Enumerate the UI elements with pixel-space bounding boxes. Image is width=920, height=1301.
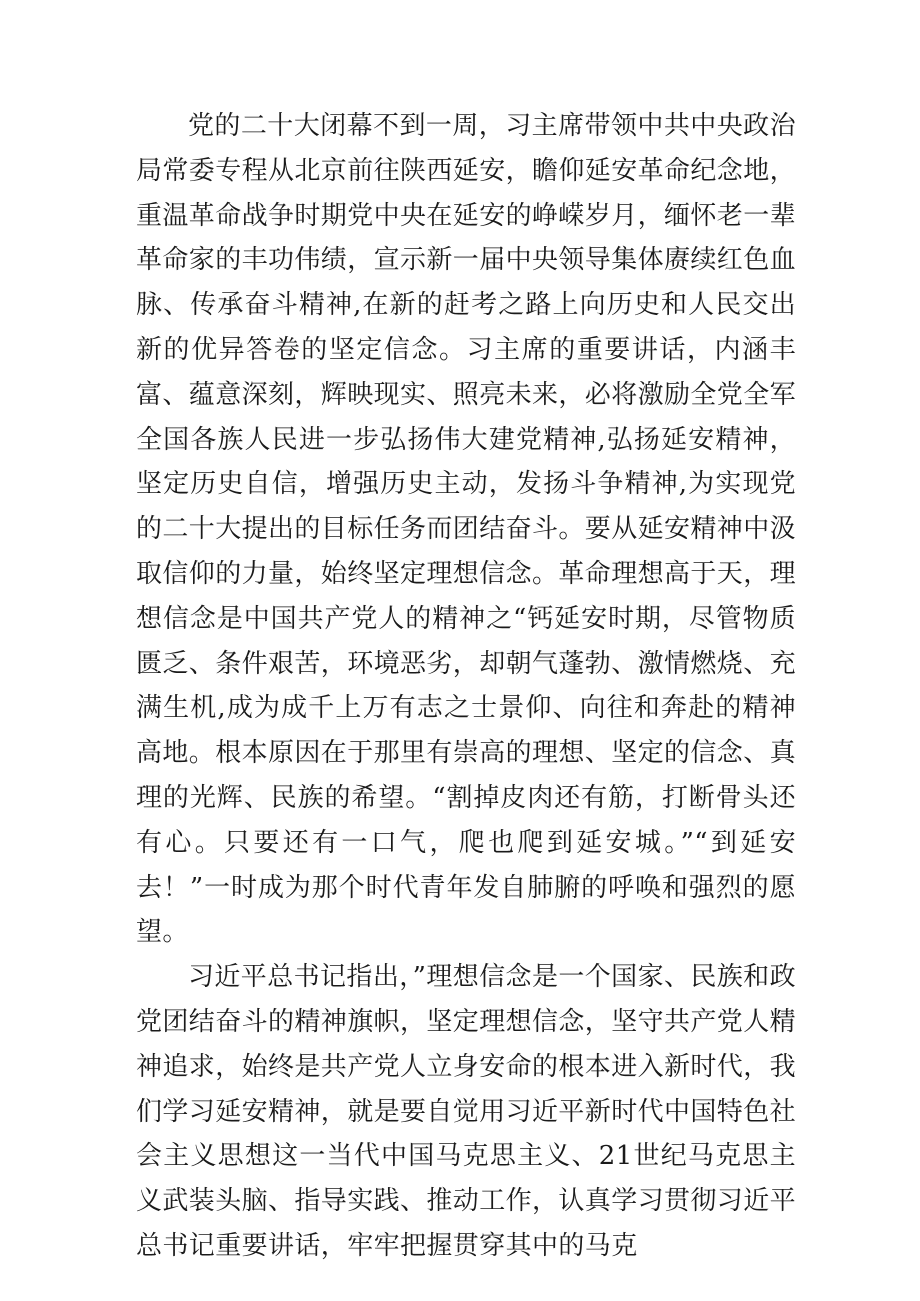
paragraph-2: 习近平总书记指出，”理想信念是一个国家、民族和政党团结奋斗的精神旗帜，坚定理想信念，坚守共产党人精神追求，始终是共产党人立身安命的根本进入新时代，我们学习延安精神，就是要自觉用习近平新时代中国特色社会主义思想这一当代中国马克思主义、21世纪马克思主义武装头脑、指导实践、推动工作，认真学习贯彻习近平总书记重要讲话，牢牢把握贯穿其中的马克 xyxy=(136,962,797,1261)
paragraph-1: 党的二十大闭幕不到一周，习主席带领中共中央政治局常委专程从北京前往陕西延安，瞻仰延安革命纪念地，重温革命战争时期党中央在延安的峥嵘岁月，缅怀老一辈革命家的丰功伟绩，宣示新一届中央领导集体赓续红色血脉、传承奋斗精神,在新的赶考之路上向历史和人民交出新的优异答卷的坚定信念。习主席的重要讲话，内涵丰富、蕴意深刻，辉映现实、照亮未来，必将激励全党全军全国各族人民进一步弘扬伟大建党精神,弘扬延安精神，坚定历史自信，增强历史主动，发扬斗争精神,为实现党的二十大提出的目标任务而团结奋斗。要从延安精神中汲取信仰的力量，始终坚定理想信念。革命理想高于天，理想信念是中国共产党人的精神之“钙延安时期，尽管物质匮乏、条件艰苦，环境恶劣，却朝气蓬勃、激情燃烧、充满生机,成为成千上万有志之士景仰、向往和奔赴的精神高地。根本原因在于那里有崇高的理想、坚定的信念、真理的光辉、民族的希望。“割掉皮肉还有筋，打断骨头还有心。只要还有一口气，爬也爬到延安城。”“到延安去！”一时成为那个时代青年发自肺腑的呼唤和强烈的愿望。 xyxy=(136,111,797,948)
document-body xyxy=(136,104,796,1269)
